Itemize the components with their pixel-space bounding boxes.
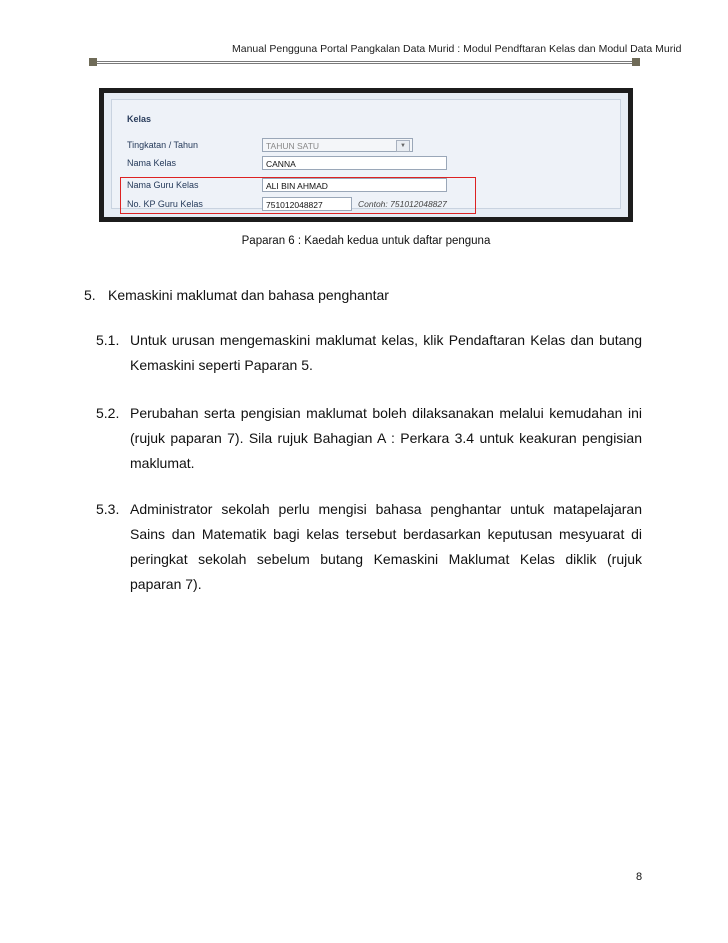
- item-text: Perubahan serta pengisian maklumat boleh dilaksanakan melalui kemudahan ini (rujuk paparan 7). Sila rujuk Bahagian A : Perkara 3.4 untuk keakuran pengisian maklumat.: [130, 405, 642, 471]
- class-form-panel: [111, 99, 621, 209]
- figure-caption: Paparan 6 : Kaedah kedua untuk daftar penguna: [241, 235, 491, 247]
- section-number: 5.: [84, 287, 96, 303]
- nama-guru-input[interactable]: ALI BIN AHMAD: [262, 178, 447, 192]
- label-no-kp: No. KP Guru Kelas: [127, 199, 203, 209]
- nama-kelas-input[interactable]: CANNA: [262, 156, 447, 170]
- tingkatan-value: TAHUN SATU: [266, 141, 320, 151]
- list-item: [96, 497, 642, 597]
- no-kp-input[interactable]: 751012048827: [262, 197, 352, 211]
- section-title: Kemaskini maklumat dan bahasa penghantar: [108, 287, 389, 303]
- header-rule-end-right: [632, 58, 640, 66]
- form-title: Kelas: [127, 114, 152, 124]
- label-tingkatan: Tingkatan / Tahun: [127, 140, 199, 150]
- embedded-screenshot: [99, 88, 633, 222]
- item-text: Administrator sekolah perlu mengisi bahasa penghantar untuk matapelajaran Sains dan Matematik bagi kelas tersebut berdasarkan keputusan mesyuarat di peringkat sekolah sebelum butang Kemaskini Maklumat Kelas diklik (rujuk paparan 7).: [130, 501, 642, 592]
- header-rule: [96, 61, 634, 64]
- header-title: Manual Pengguna Portal Pangkalan Data Murid : Modul Pendftaran Kelas dan Modul Data Murid: [232, 43, 682, 55]
- section-heading: [84, 287, 389, 303]
- page-number: 8: [636, 871, 643, 883]
- list-item: [96, 401, 642, 476]
- label-nama-kelas: Nama Kelas: [127, 158, 177, 168]
- no-kp-hint: Contoh: 751012048827: [358, 199, 447, 209]
- item-text: Untuk urusan mengemaskini maklumat kelas, klik Pendaftaran Kelas dan butang Kemaskini seperti Paparan 5.: [130, 332, 642, 373]
- tingkatan-select[interactable]: [262, 138, 413, 152]
- chevron-down-icon[interactable]: ▼: [396, 140, 410, 152]
- item-number: 5.2.: [96, 405, 120, 421]
- highlight-box: [120, 177, 476, 214]
- item-number: 5.3.: [96, 501, 120, 517]
- label-nama-guru: Nama Guru Kelas: [127, 180, 199, 190]
- header-rule-end-left: [89, 58, 97, 66]
- item-number: 5.1.: [96, 332, 120, 348]
- list-item: [96, 328, 642, 378]
